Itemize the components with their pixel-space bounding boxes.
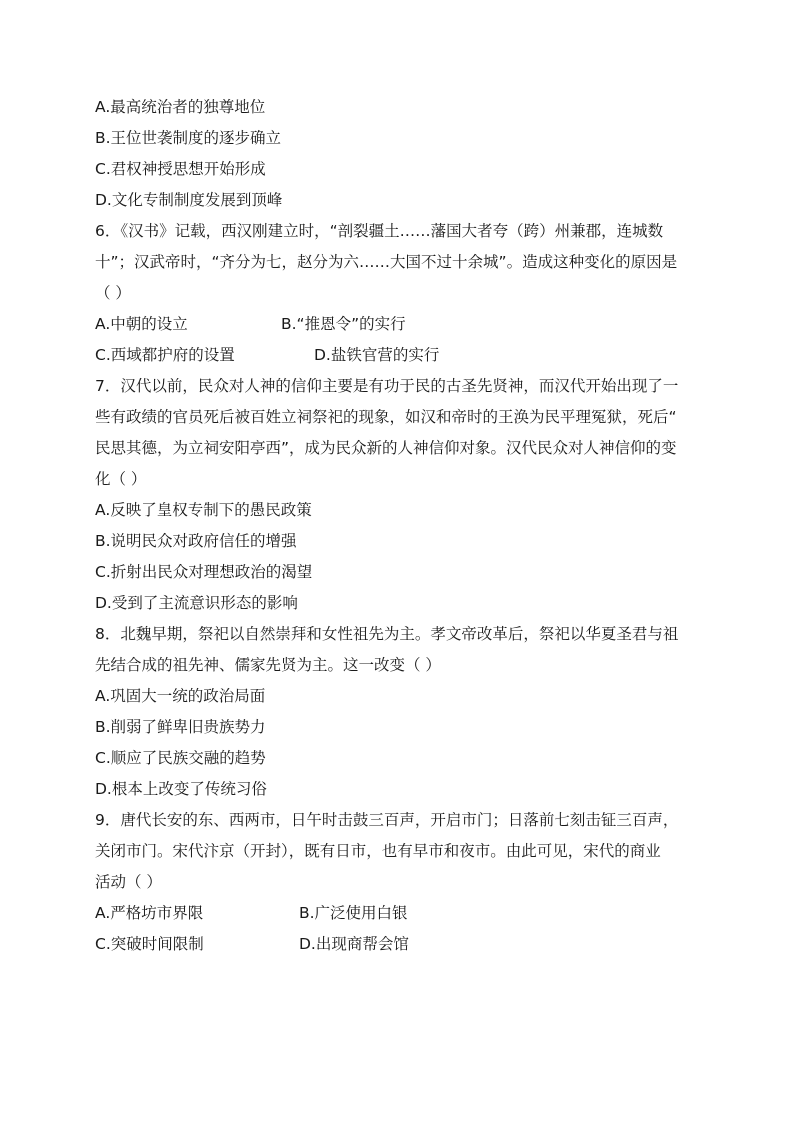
q7-stem-line-3: 民思其德，为立祠安阳亭西”，成为民众新的人神信仰对象。汉代民众对人神信仰的变 [95,439,677,457]
q6-stem-line-2: 十”；汉武帝时，“齐分为七，赵分为六……大国不过十余城”。造成这种变化的原因是 [95,253,678,271]
q9-option-d: D.出现商帮会馆 [299,935,409,953]
q5-option-a: A.最高统治者的独尊地位 [95,98,266,116]
q8-option-b: B.削弱了鲜卑旧贵族势力 [95,718,266,736]
q6-options-row-2 [95,340,705,371]
q9-options-row-2 [95,929,705,960]
q7-stem-line-2: 些有政绩的官员死后被百姓立祠祭祀的现象，如汉和帝时的王涣为民平理冤狱，死后“ [95,408,677,426]
q9-options-row-1 [95,898,705,929]
q9-stem-line-3: 活动（ ） [95,873,162,891]
q5-option-d: D.文化专制制度发展到顶峰 [95,191,283,209]
q6-option-b: B.“推恩令”的实行 [281,315,406,333]
q8-option-d: D.根本上改变了传统习俗 [95,780,267,798]
question-content [95,92,705,960]
q7-stem-line-1: 7．汉代以前，民众对人神的信仰主要是有功于民的古圣先贤神，而汉代开始出现了一 [95,377,679,395]
q8-stem-line-1: 8．北魏早期，祭祀以自然崇拜和女性祖先为主。孝文帝改革后，祭祀以华夏圣君与祖 [95,625,679,643]
q6-stem-line-1: 6．《汉书》记载，西汉刚建立时，“剖裂疆土……藩国大者夸（跨）州兼郡，连城数 [95,222,664,240]
q5-option-b: B.王位世袭制度的逐步确立 [95,129,282,147]
q8-option-c: C.顺应了民族交融的趋势 [95,749,266,767]
q9-option-c: C.突破时间限制 [95,935,204,953]
q8-option-a: A.巩固大一统的政治局面 [95,687,266,705]
q9-stem-line-1: 9．唐代长安的东、西两市，日午时击鼓三百声，开启市门；日落前七刻击钲三百声， [95,811,679,829]
q7-option-d: D.受到了主流意识形态的影响 [95,594,298,612]
q6-option-c: C.西域都护府的设置 [95,346,235,364]
q9-stem-line-2: 关闭市门。宋代汴京（开封），既有日市，也有早市和夜市。由此可见，宋代的商业 [95,842,661,860]
q7-option-b: B.说明民众对政府信任的增强 [95,532,297,550]
q9-option-b: B.广泛使用白银 [299,904,408,922]
q9-option-a: A.严格坊市界限 [95,904,204,922]
q5-option-c: C.君权神授思想开始形成 [95,160,266,178]
q6-option-a: A.中朝的设立 [95,315,188,333]
q7-option-c: C.折射出民众对理想政治的渴望 [95,563,313,581]
q7-stem-line-4: 化（ ） [95,470,147,488]
q6-options-row-1 [95,309,705,340]
q6-option-d: D.盐铁官营的实行 [314,346,440,364]
q8-stem-line-2: 先结合成的祖先神、儒家先贤为主。这一改变（ ） [95,656,441,674]
q7-option-a: A.反映了皇权专制下的愚民政策 [95,501,312,519]
q6-stem-line-3: （ ） [95,284,131,302]
